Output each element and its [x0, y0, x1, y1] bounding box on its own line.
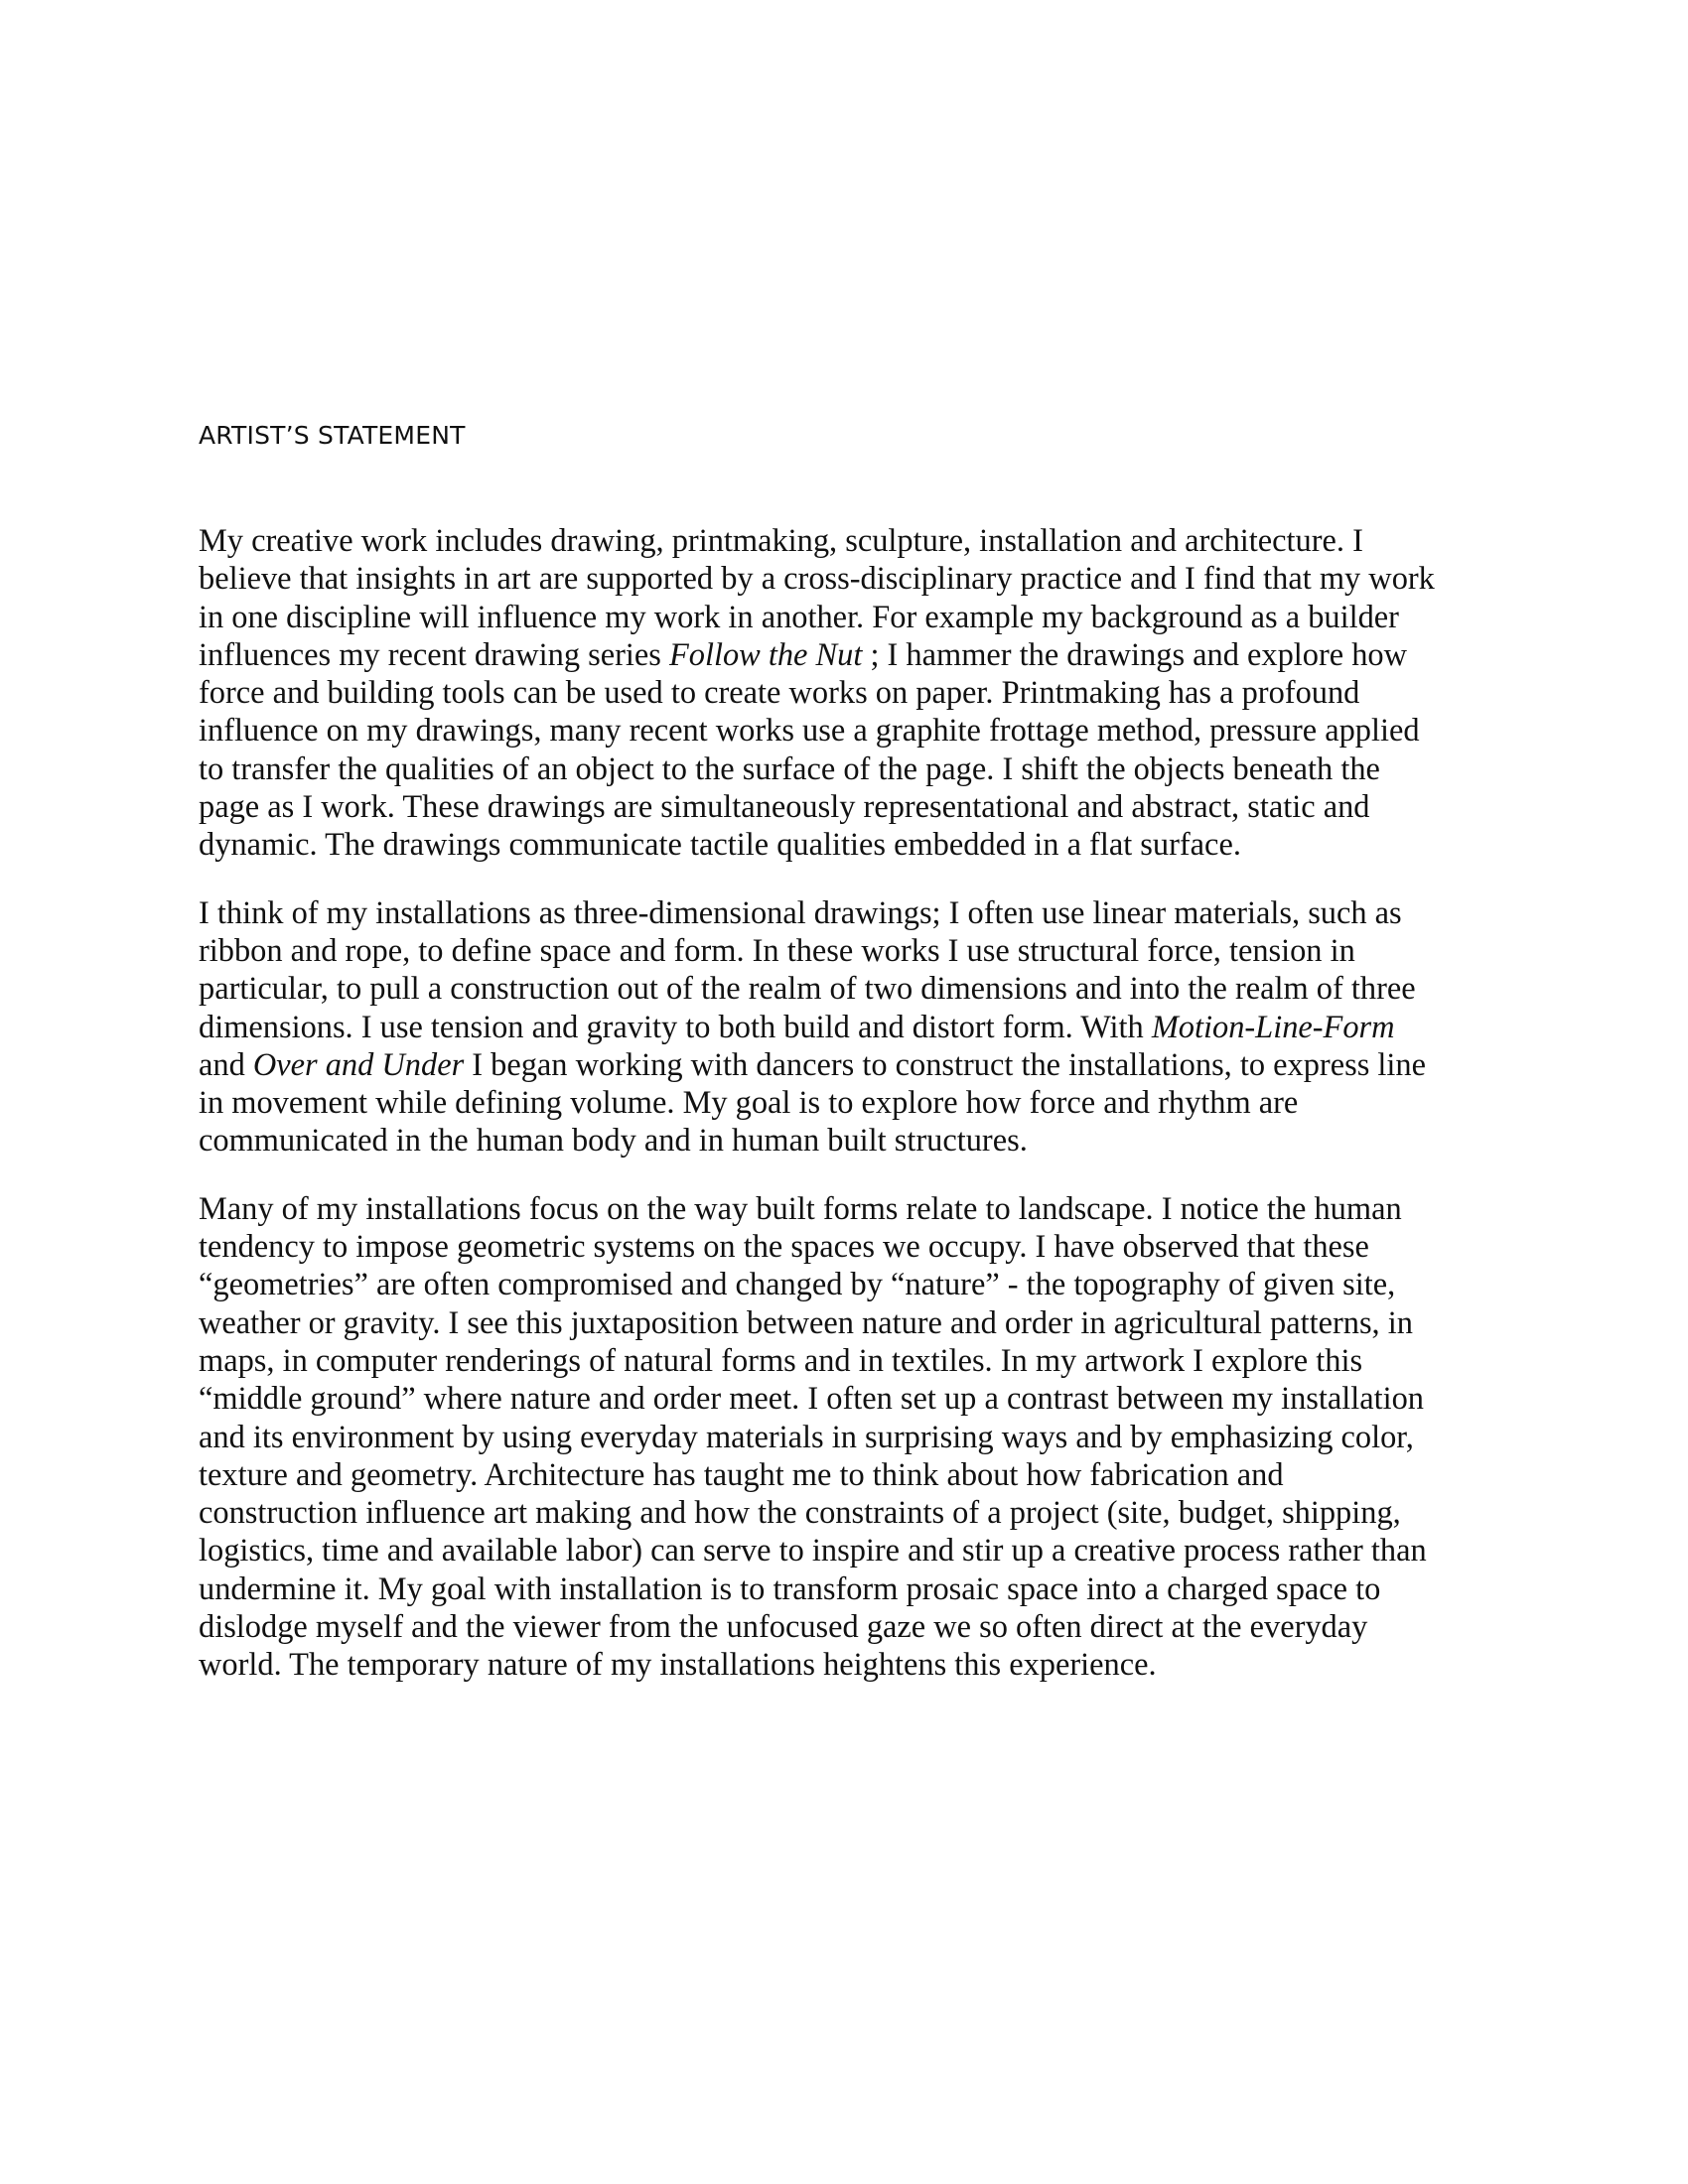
- text-line: “middle ground” where nature and order meet. I often set up a contrast between my installation: [199, 1381, 1425, 1418]
- text-line: page as I work. These drawings are simultaneously representational and abstract, static and: [199, 789, 1370, 826]
- text-line: particular, to pull a construction out of the realm of two dimensions and into the realm of three: [199, 971, 1416, 1008]
- work-title-follow-the-nut: Follow the Nut: [668, 636, 863, 673]
- work-title-over-and-under: Over and Under: [252, 1046, 465, 1083]
- text-line: ribbon and rope, to define space and form. In these works I use structural force, tension in: [199, 932, 1355, 969]
- text-line: maps, in computer renderings of natural forms and in textiles. In my artwork I explore this: [199, 1342, 1363, 1379]
- text-line: dimensions. I use tension and gravity to both build and distort form. With Motion-Line-Form: [199, 1009, 1395, 1045]
- text-line: I think of my installations as three-dimensional drawings; I often use linear materials, such as: [199, 894, 1402, 931]
- text-line: weather or gravity. I see this juxtaposition between nature and order in agricultural patterns, in: [199, 1304, 1413, 1341]
- paragraph-3: [199, 1190, 1489, 1685]
- text-line: dynamic. The drawings communicate tactile qualities embedded in a flat surface.: [199, 827, 1241, 864]
- paragraph-2: [199, 894, 1489, 1160]
- text-line: construction influence art making and how the constraints of a project (site, budget, shipping,: [199, 1495, 1401, 1532]
- statement-body: [199, 522, 1489, 1714]
- paragraph-1: [199, 522, 1489, 865]
- text-line: logistics, time and available labor) can serve to inspire and stir up a creative process rather than: [199, 1533, 1427, 1570]
- text-line: and Over and Under I began working with dancers to construct the installations, to express line: [199, 1046, 1426, 1083]
- text-line: world. The temporary nature of my installations heightens this experience.: [199, 1647, 1157, 1684]
- text-line: in one discipline will influence my work in another. For example my background as a builder: [199, 599, 1399, 635]
- text-line: to transfer the qualities of an object to the surface of the page. I shift the objects beneath the: [199, 751, 1380, 787]
- text-line: texture and geometry. Architecture has taught me to think about how fabrication and: [199, 1456, 1284, 1493]
- text-line: communicated in the human body and in human built structures.: [199, 1123, 1028, 1160]
- text-line: My creative work includes drawing, printmaking, sculpture, installation and architecture. I: [199, 523, 1363, 559]
- text-line: influences my recent drawing series Follow the Nut ; I hammer the drawings and explore how: [199, 636, 1408, 673]
- text-line: force and building tools can be used to create works on paper. Printmaking has a profound: [199, 675, 1360, 712]
- text-line: undermine it. My goal with installation is to transform prosaic space into a charged space to: [199, 1570, 1381, 1607]
- text-line: dislodge myself and the viewer from the unfocused gaze we so often direct at the everyday: [199, 1609, 1368, 1646]
- text-line: believe that insights in art are supported by a cross-disciplinary practice and I find that my work: [199, 561, 1435, 598]
- text-line: Many of my installations focus on the way built forms relate to landscape. I notice the human: [199, 1190, 1402, 1227]
- text-line: “geometries” are often compromised and changed by “nature” - the topography of given site,: [199, 1267, 1396, 1303]
- text-line: tendency to impose geometric systems on the spaces we occupy. I have observed that these: [199, 1229, 1369, 1266]
- text-line: in movement while defining volume. My goal is to explore how force and rhythm are: [199, 1085, 1299, 1122]
- text-line: and its environment by using everyday materials in surprising ways and by emphasizing color,: [199, 1419, 1414, 1455]
- text-line: influence on my drawings, many recent works use a graphite frottage method, pressure applied: [199, 713, 1420, 750]
- page-title: ARTIST’S STATEMENT: [199, 421, 466, 450]
- work-title-motion-line-form: Motion-Line-Form: [1151, 1009, 1395, 1045]
